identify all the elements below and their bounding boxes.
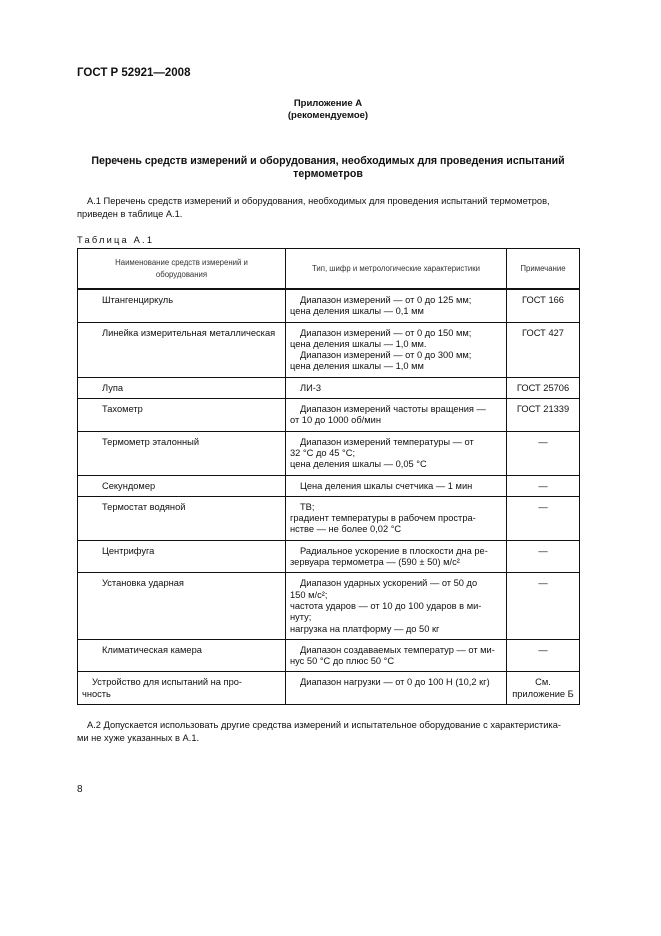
equipment-name-cell <box>78 672 286 705</box>
cell-line: Диапазон измерений частоты вращения — <box>300 404 486 415</box>
cell-line: нус 50 °С до плюс 50 °С <box>290 656 395 667</box>
paragraph-line: А.1 Перечень средств измерений и оборудования, необходимых для проведения испытаний термометров, <box>87 196 550 206</box>
page-number: 8 <box>77 784 83 796</box>
cell-line: нстве — не более 0,02 °С <box>290 524 402 535</box>
heading-line: термометров <box>293 168 363 180</box>
table-row <box>78 496 580 540</box>
note-cell: См. приложение Б <box>507 672 580 705</box>
equipment-table <box>77 248 580 705</box>
cell-line: нуту; <box>290 612 312 623</box>
cell-line: зервуара термометра — (590 ± 50) м/с² <box>290 557 460 568</box>
column-header-name: Наименование средств измерений и оборудования <box>78 249 286 290</box>
cell-line: Диапазон измерений температуры — от <box>300 436 474 447</box>
equipment-name-cell <box>78 399 286 432</box>
equipment-name-cell <box>78 431 286 475</box>
equipment-name-cell <box>78 289 286 322</box>
cell-line: Устройство для испытаний на про- <box>92 677 243 688</box>
cell-line: Диапазон создаваемых температур — от ми- <box>300 644 495 655</box>
specification-cell <box>286 475 507 496</box>
cell-line: Линейка измерительная металлическая <box>102 327 276 338</box>
specification-cell <box>286 399 507 432</box>
cell-line: Установка ударная <box>102 578 184 589</box>
paragraph-line: ми не хуже указанных в А.1. <box>77 732 200 743</box>
cell-line: Центрифуга <box>102 545 155 556</box>
note-cell: — <box>507 639 580 672</box>
cell-line: Диапазон измерений — от 0 до 300 мм; <box>300 350 472 361</box>
equipment-name-cell <box>78 377 286 398</box>
table-row <box>78 475 580 496</box>
specification-cell <box>286 322 507 377</box>
appendix-heading <box>77 98 579 122</box>
table-row <box>78 573 580 639</box>
specification-cell <box>286 496 507 540</box>
cell-line: цена деления шкалы — 1,0 мм. <box>290 338 427 349</box>
cell-line: Термостат водяной <box>102 501 186 512</box>
specification-cell <box>286 672 507 705</box>
specification-cell <box>286 573 507 639</box>
appendix-subtitle: (рекомендуемое) <box>287 110 369 121</box>
appendix-title: Приложение А <box>293 98 363 109</box>
cell-line: Секундомер <box>102 480 156 491</box>
specification-cell <box>286 377 507 398</box>
equipment-name-cell <box>78 322 286 377</box>
table-row <box>78 431 580 475</box>
note-cell: ГОСТ 427 <box>507 322 580 377</box>
cell-line: цена деления шкалы — 0,05 °С <box>290 459 427 470</box>
equipment-name-cell <box>78 540 286 573</box>
cell-line: нагрузка на платформу — до 50 кг <box>290 623 440 634</box>
cell-line: Штангенциркуль <box>102 295 174 305</box>
table-row <box>78 540 580 573</box>
specification-cell <box>286 639 507 672</box>
note-cell: — <box>507 540 580 573</box>
specification-cell <box>286 289 507 322</box>
table-row <box>78 639 580 672</box>
note-cell: — <box>507 573 580 639</box>
note-cell: — <box>507 431 580 475</box>
cell-line: цена деления шкалы — 0,1 мм <box>290 306 424 317</box>
note-cell: — <box>507 475 580 496</box>
note-cell: ГОСТ 21339 <box>507 399 580 432</box>
table-row <box>78 377 580 398</box>
cell-line: чность <box>82 688 111 699</box>
table-caption: Таблица А.1 <box>77 235 155 245</box>
paragraph-line: приведен в таблице А.1. <box>77 208 183 219</box>
specification-cell <box>286 540 507 573</box>
cell-line: Диапазон измерений — от 0 до 125 мм; <box>300 295 472 305</box>
paragraph-a2 <box>77 719 579 744</box>
equipment-name-cell <box>78 573 286 639</box>
note-cell: — <box>507 496 580 540</box>
cell-line: Лупа <box>102 382 124 393</box>
cell-line: Термометр эталонный <box>102 436 200 447</box>
equipment-name-cell <box>78 496 286 540</box>
equipment-name-cell <box>78 639 286 672</box>
cell-line: Радиальное ускорение в плоскости дна ре- <box>300 545 488 556</box>
cell-line: Цена деления шкалы счетчика — 1 мин <box>300 480 473 491</box>
cell-line: Тахометр <box>102 404 143 415</box>
cell-line: 150 м/с²; <box>290 589 328 600</box>
cell-line: цена деления шкалы — 1,0 мм <box>290 361 424 372</box>
cell-line: 32 °С до 45 °С; <box>290 447 356 458</box>
table-row <box>78 322 580 377</box>
note-cell: ГОСТ 25706 <box>507 377 580 398</box>
cell-line: частота ударов — от 10 до 100 ударов в ми- <box>290 600 482 611</box>
column-header-note: Примечание <box>507 249 580 290</box>
cell-line: градиент температуры в рабочем простра- <box>290 513 476 524</box>
note-cell: ГОСТ 166 <box>507 289 580 322</box>
table-header-row <box>78 249 580 290</box>
cell-line: Климатическая камера <box>102 644 202 655</box>
cell-line: Диапазон ударных ускорений — от 50 до <box>300 578 478 589</box>
paragraph-line: А.2 Допускается использовать другие средства измерений и испытательное оборудование с характеристика- <box>87 720 561 731</box>
cell-line: от 10 до 1000 об/мин <box>290 415 381 426</box>
cell-line: ЛИ-3 <box>300 382 322 393</box>
section-heading <box>77 155 579 181</box>
document-header: ГОСТ Р 52921—2008 <box>77 67 191 79</box>
cell-line: Диапазон нагрузки — от 0 до 100 Н (10,2 кг) <box>300 677 490 688</box>
heading-line: Перечень средств измерений и оборудования, необходимых для проведения испытаний <box>91 155 565 167</box>
table-row <box>78 289 580 322</box>
cell-line: Диапазон измерений — от 0 до 150 мм; <box>300 327 472 338</box>
equipment-name-cell <box>78 475 286 496</box>
column-header-spec: Тип, шифр и метрологические характеристики <box>286 249 507 290</box>
cell-line: ТВ; <box>300 501 315 512</box>
specification-cell <box>286 431 507 475</box>
table-row <box>78 672 580 705</box>
table-row <box>78 399 580 432</box>
paragraph-a1 <box>77 195 579 220</box>
